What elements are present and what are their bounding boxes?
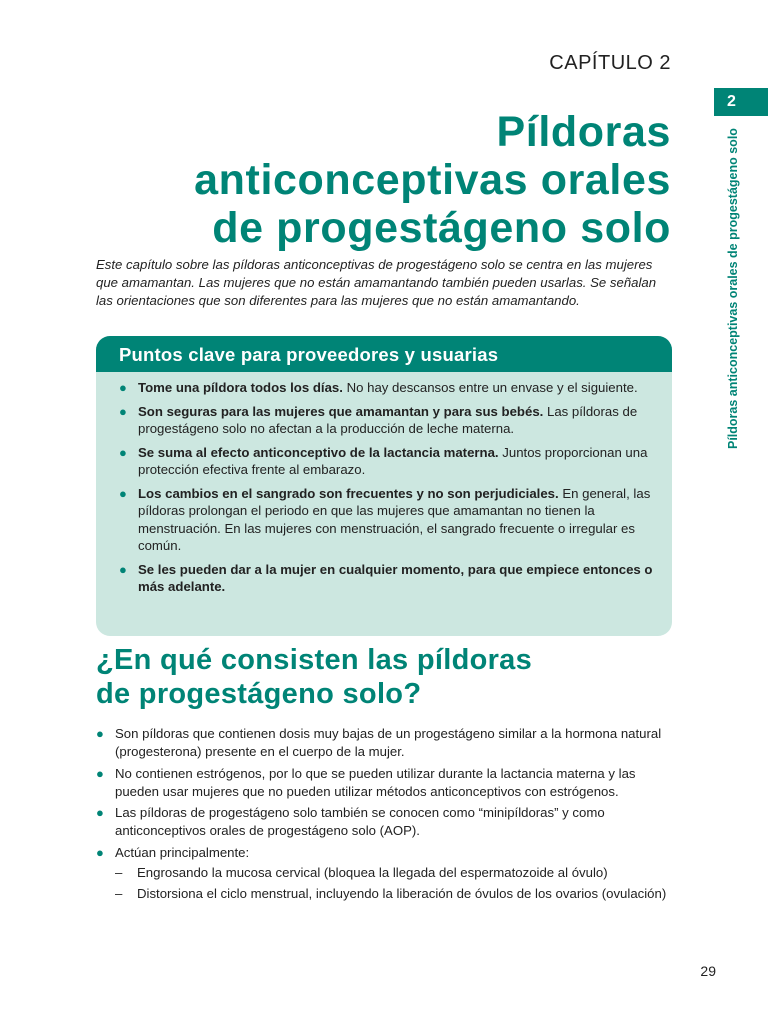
section-list — [96, 725, 676, 907]
key-point-item — [96, 403, 672, 438]
side-chapter-title-text: Píldoras anticonceptivas orales de progestágeno solo — [726, 128, 740, 449]
sub-list-item — [115, 885, 676, 903]
bullet-icon: ● — [96, 805, 104, 821]
bullet-icon: ● — [119, 444, 127, 460]
bullet-icon: ● — [96, 726, 104, 741]
list-item-text: Las píldoras de progestágeno solo también se conocen como “minipíldoras” y como anticonceptivos orales de progestágeno solo (AOP). — [115, 805, 605, 839]
section-heading-line-2: de progestágeno solo? — [96, 678, 422, 710]
key-point-text: En general, las píldoras prolongan el periodo en que las mujeres que amamantan no tienen la menstruación. En las mujeres con menstruación, el sangrado frecuente o irregular es común. — [138, 485, 651, 553]
list-item-text: No contienen estrógenos, por lo que se pueden utilizar durante la lactancia materna y las pueden usar mujeres que no pueden utilizar métodos anticonceptivos con estrógenos. — [115, 765, 636, 799]
page-title — [71, 108, 671, 252]
key-point-text: Las píldoras de progestágeno solo no afectan a la producción de leche materna. — [138, 403, 638, 436]
sub-list-item-text: Distorsiona el ciclo menstrual, incluyendo la liberación de óvulos de los ovarios (ovulación) — [137, 886, 667, 902]
list-item-text: Son píldoras que contienen dosis muy bajas de un progestágeno similar a la hormona natural (progesterona) presente en el cuerpo de la mujer. — [115, 726, 662, 760]
key-point-item — [96, 561, 672, 596]
list-item — [96, 765, 676, 802]
section-heading — [96, 643, 532, 711]
bullet-icon: ● — [119, 403, 127, 419]
sub-list-item — [115, 864, 676, 882]
bullet-icon: ● — [96, 844, 104, 860]
chapter-label: CAPÍTULO 2 — [549, 52, 671, 74]
sub-list-item-text: Engrosando la mucosa cervical (bloquea la llegada del espermatozoide al óvulo) — [137, 865, 608, 881]
page-title-line-2: anticonceptivas orales — [194, 156, 671, 204]
key-point-text: Juntos proporcionan una protección efectiva frente al embarazo. — [138, 444, 648, 477]
page-title-line-1: Píldoras — [496, 108, 671, 156]
key-point-bold: Se les pueden dar a la mujer en cualquier momento, para que empiece entonces o más adelante. — [138, 561, 653, 594]
chapter-tab: 2 — [714, 88, 768, 116]
bullet-icon: ● — [119, 485, 127, 501]
key-point-item — [96, 379, 672, 397]
key-points-box — [96, 336, 672, 636]
key-point-item — [96, 444, 672, 479]
key-points-list — [96, 372, 672, 596]
page-number: 29 — [700, 963, 716, 979]
bullet-icon: ● — [119, 561, 127, 577]
page-title-line-3: de progestágeno solo — [212, 204, 671, 252]
intro-paragraph: Este capítulo sobre las píldoras anticonceptivas de progestágeno solo se centra en las mujeres que amamantan. Las mujeres que no están amamantando también pueden usarlas. Se señalan las orientaciones que son diferentes para las mujeres que no están amamantando. — [96, 257, 657, 308]
key-point-text: No hay descansos entre un envase y el siguiente. — [342, 380, 638, 395]
dash-icon: – — [115, 865, 123, 881]
list-item — [96, 725, 676, 762]
bullet-icon: ● — [96, 765, 104, 781]
key-point-bold: Son seguras para las mujeres que amamantan y para sus bebés. — [138, 403, 544, 419]
section-heading-line-1: ¿En qué consisten las píldoras — [96, 644, 533, 676]
bullet-icon: ● — [119, 380, 127, 395]
sub-list — [115, 864, 676, 904]
key-point-item — [96, 485, 672, 555]
list-item — [96, 844, 676, 904]
key-points-heading: Puntos clave para proveedores y usuarias — [96, 336, 672, 372]
list-item-text: Actúan principalmente: — [115, 844, 250, 860]
key-point-bold: Se suma al efecto anticonceptivo de la lactancia materna. — [138, 444, 499, 460]
key-point-bold: Los cambios en el sangrado son frecuentes y no son perjudiciales. — [138, 485, 559, 501]
dash-icon: – — [115, 886, 123, 902]
list-item — [96, 804, 676, 841]
side-chapter-title — [725, 121, 741, 451]
key-point-bold: Tome una píldora todos los días. — [138, 380, 343, 395]
